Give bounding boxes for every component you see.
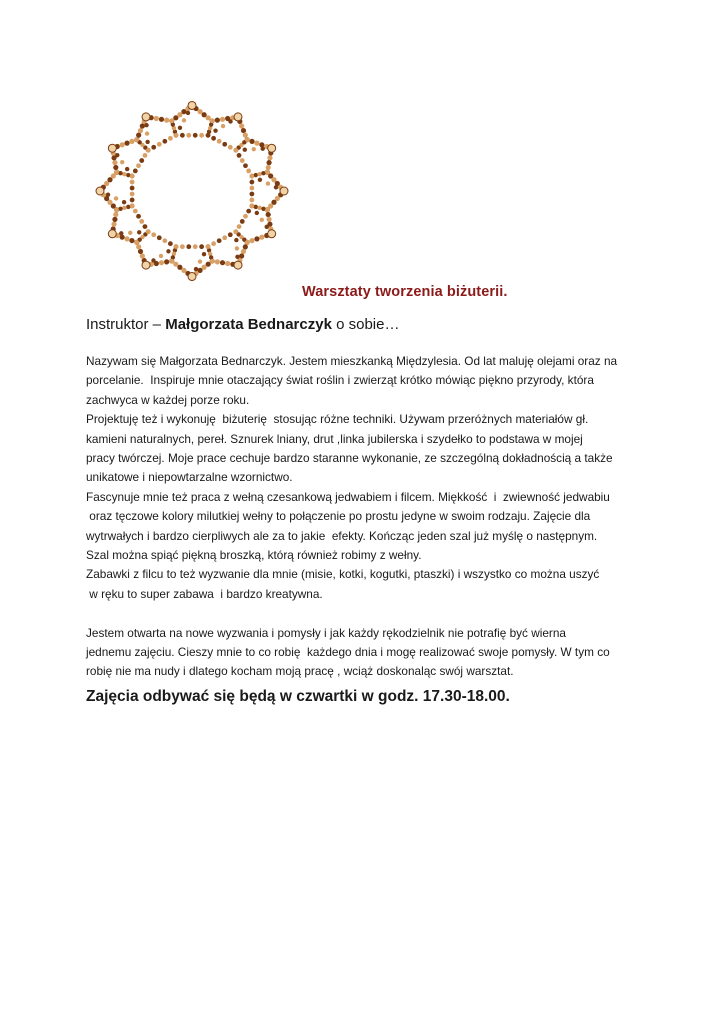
bead (135, 240, 139, 244)
bead (257, 172, 261, 176)
bead (249, 198, 254, 203)
bead (133, 209, 138, 214)
bead (118, 207, 122, 211)
bead (193, 244, 198, 249)
bead (122, 200, 126, 204)
text-line: pracy twórczej. Moje prace cechuje bardzo staranne wykonanie, ze szczególną dokładnością a także (86, 451, 613, 466)
bead (265, 208, 269, 212)
bead (122, 172, 126, 176)
bead (266, 165, 271, 170)
bead (199, 133, 204, 138)
bead (193, 133, 198, 138)
bead (96, 187, 104, 195)
bead (154, 116, 159, 121)
instructor-heading (86, 316, 399, 333)
bead (206, 133, 211, 138)
bead (130, 174, 134, 178)
bead (249, 139, 254, 144)
bead (164, 118, 169, 123)
bead (126, 173, 130, 177)
bead (245, 138, 249, 142)
text-line: Fascynuje mnie też praca z wełną czesankową jedwabiem i filcem. Miękkość i zwiewność jedwabiu (86, 489, 610, 504)
bead (241, 249, 246, 254)
bead (174, 133, 178, 137)
bead (261, 207, 265, 211)
text-line: w ręku to super zabawa i bardzo kreatywna. (86, 586, 323, 601)
bead (266, 181, 270, 185)
bead (228, 145, 233, 150)
bead (128, 231, 132, 235)
bead (136, 133, 141, 138)
bead (267, 155, 272, 160)
instructor-name: Małgorzata Bednarczyk (165, 316, 332, 333)
bead (266, 160, 271, 165)
bead (113, 212, 118, 217)
bead (143, 224, 148, 229)
schedule-note: Zajęcia odbywać się będą w czwartki w godz. 17.30-18.00. (86, 688, 510, 705)
bead (225, 261, 230, 266)
text-line: wytrwałych i bardzo cierpliwych ale za to jakie efekty. Kończąc jeden szal już myślę o następnym. (86, 528, 598, 543)
bead (239, 253, 244, 258)
bead (249, 180, 254, 185)
bead (250, 174, 254, 178)
bead (130, 192, 135, 197)
bead (221, 124, 225, 128)
bead (114, 208, 118, 212)
bead (234, 261, 242, 269)
bead (254, 141, 259, 146)
bead (186, 111, 190, 115)
bead (178, 126, 182, 130)
bead (186, 133, 191, 138)
bead (143, 153, 148, 158)
bead (140, 123, 145, 128)
bead (234, 113, 242, 121)
bead (243, 148, 247, 152)
bead (136, 163, 141, 168)
bead (265, 170, 269, 174)
bead (237, 153, 242, 158)
bead (246, 209, 251, 214)
bead (239, 123, 244, 128)
bead (106, 193, 110, 197)
text-line: kamieni naturalnych, pereł. Sznurek lniany, drut ,linka jubilerska i szydełko to podstawa w mojej (86, 431, 583, 446)
text-line: oraz tęczowe kolory milutkiej wełny to połączenie po prostu jedyne w swoim rodzaju. Zajęcie dla (86, 509, 591, 524)
bead (168, 136, 173, 141)
instructor-suffix: o sobie… (331, 316, 400, 333)
bead (142, 113, 150, 121)
bead (137, 230, 141, 234)
closing-paragraph (86, 624, 646, 682)
bead (260, 218, 264, 222)
bead (130, 198, 135, 203)
bead (215, 259, 220, 264)
bead (120, 235, 125, 240)
bead (159, 260, 164, 265)
bead (151, 145, 156, 150)
bead (140, 253, 145, 258)
bead (139, 219, 144, 224)
bead (222, 235, 227, 240)
bead (206, 244, 210, 248)
bead (146, 148, 150, 152)
bead (130, 186, 135, 191)
bead (259, 235, 264, 240)
bead (243, 244, 248, 249)
instructor-prefix: Instruktor – (86, 316, 166, 333)
bead (142, 261, 150, 269)
bead (180, 133, 185, 138)
text-line: robię nie ma nudy i dlatego kocham moją pracę , wciąż doskonaląc swój warsztat. (86, 664, 514, 679)
bead (174, 244, 178, 248)
bead (222, 142, 227, 147)
bead (257, 206, 261, 210)
bead (126, 205, 130, 209)
bead (217, 238, 222, 243)
bead (228, 119, 232, 123)
bead (266, 212, 271, 217)
bead (234, 238, 238, 242)
bead (111, 222, 116, 227)
bead (130, 180, 135, 185)
bead (112, 160, 117, 165)
bead (217, 139, 222, 144)
bead (133, 169, 138, 174)
bead (108, 230, 116, 238)
bead (228, 232, 233, 237)
text-line: zachwyca w każdej porze roku. (86, 392, 250, 407)
bead (170, 119, 174, 123)
bead (202, 252, 206, 256)
bead (120, 142, 125, 147)
bead (162, 139, 167, 144)
bead (122, 206, 126, 210)
bead (198, 259, 202, 263)
bead (246, 169, 251, 174)
bead (268, 144, 276, 152)
bead (254, 173, 258, 177)
bead (234, 230, 238, 234)
text-line: Zabawki z filcu to też wyzwanie dla mnie (misie, kotki, kogutki, ptaszki) i wszystko co można uszyć (86, 567, 600, 582)
bead (164, 259, 169, 264)
bead (129, 139, 134, 144)
bead (237, 224, 242, 229)
bead (159, 254, 163, 258)
bead (159, 117, 164, 122)
bead (118, 171, 122, 175)
bead (194, 267, 198, 271)
bead (136, 244, 141, 249)
text-line: unikatowe i niepowtarzalne wzornictwo. (86, 470, 293, 485)
bead (210, 119, 214, 123)
bead (243, 133, 248, 138)
bead (265, 225, 269, 229)
bead (151, 258, 155, 262)
bead (129, 238, 134, 243)
bead (180, 244, 185, 249)
bead (157, 235, 162, 240)
bead (114, 170, 118, 174)
bead (135, 138, 139, 142)
bead (252, 147, 256, 151)
text-line: Projektuję też i wykonuję biżuterię stosując różne techniki. Używam przeróżnych materiałów gł. (86, 412, 589, 427)
bead (166, 249, 170, 253)
bead (220, 117, 225, 122)
text-line: jednemu zajęciu. Cieszy mnie to co robię każdego dnia i mogę realizować swoje pomysły. W tym co (86, 645, 610, 660)
biography-text (86, 352, 646, 682)
bead (125, 167, 129, 171)
bead (119, 231, 123, 235)
bead (138, 249, 143, 254)
bead (186, 244, 191, 249)
bead (199, 244, 204, 249)
bead (261, 147, 265, 151)
bead (258, 178, 262, 182)
bead (157, 142, 162, 147)
beaded-necklace-image (89, 96, 295, 286)
bead (130, 204, 134, 208)
text-line: Szal można spiąć piękną broszką, którą również robimy z wełny. (86, 548, 422, 563)
bead (220, 260, 225, 265)
bead (235, 255, 239, 259)
bead (240, 219, 245, 224)
bead (188, 273, 196, 281)
bead (115, 153, 119, 157)
bead (211, 136, 216, 141)
bead (274, 185, 278, 189)
bead (255, 211, 259, 215)
bead (168, 241, 173, 246)
bead (146, 230, 150, 234)
bead (234, 148, 238, 152)
bead (266, 217, 271, 222)
text-line: porcelanie. Inspiruje mnie otaczający świat roślin i zwierząt krótko mówiąc piękno przyrody, która (86, 373, 594, 388)
bead (124, 236, 129, 241)
bead (113, 165, 118, 170)
bead (254, 205, 258, 209)
workshop-title: Warsztaty tworzenia biżuterii. (302, 284, 508, 300)
bead (124, 141, 129, 146)
bead (139, 158, 144, 163)
bead (259, 142, 264, 147)
bead (254, 236, 259, 241)
bead (243, 214, 248, 219)
bead (243, 163, 248, 168)
bead (210, 259, 214, 263)
bead (162, 238, 167, 243)
bead (211, 241, 216, 246)
bead (151, 232, 156, 237)
bead (240, 158, 245, 163)
bead (213, 129, 217, 133)
biography-paragraph (86, 352, 646, 604)
bead (261, 171, 265, 175)
bead (245, 240, 249, 244)
text-line: Nazywam się Małgorzata Bednarczyk. Jestem mieszkanką Międzylesia. Od lat maluję olejami oraz na (86, 354, 618, 368)
bead (136, 214, 141, 219)
bead (112, 217, 117, 222)
bead (170, 259, 174, 263)
bead (268, 230, 276, 238)
bead (235, 246, 239, 250)
bead (145, 131, 149, 135)
bead (144, 123, 148, 127)
bead (241, 128, 246, 133)
bead (188, 101, 196, 109)
bead (145, 140, 149, 144)
bead (249, 238, 254, 243)
text-line: Jestem otwarta na nowe wyzwania i pomysły i jak każdy rękodzielnik nie potrafię być wierna (86, 625, 566, 640)
bead (250, 204, 254, 208)
bead (249, 186, 254, 191)
bead (182, 118, 186, 122)
bead (138, 128, 143, 133)
bead (108, 144, 116, 152)
bead (215, 118, 220, 123)
bead (114, 196, 118, 200)
bead (280, 187, 288, 195)
bead (249, 192, 254, 197)
bead (120, 160, 124, 164)
